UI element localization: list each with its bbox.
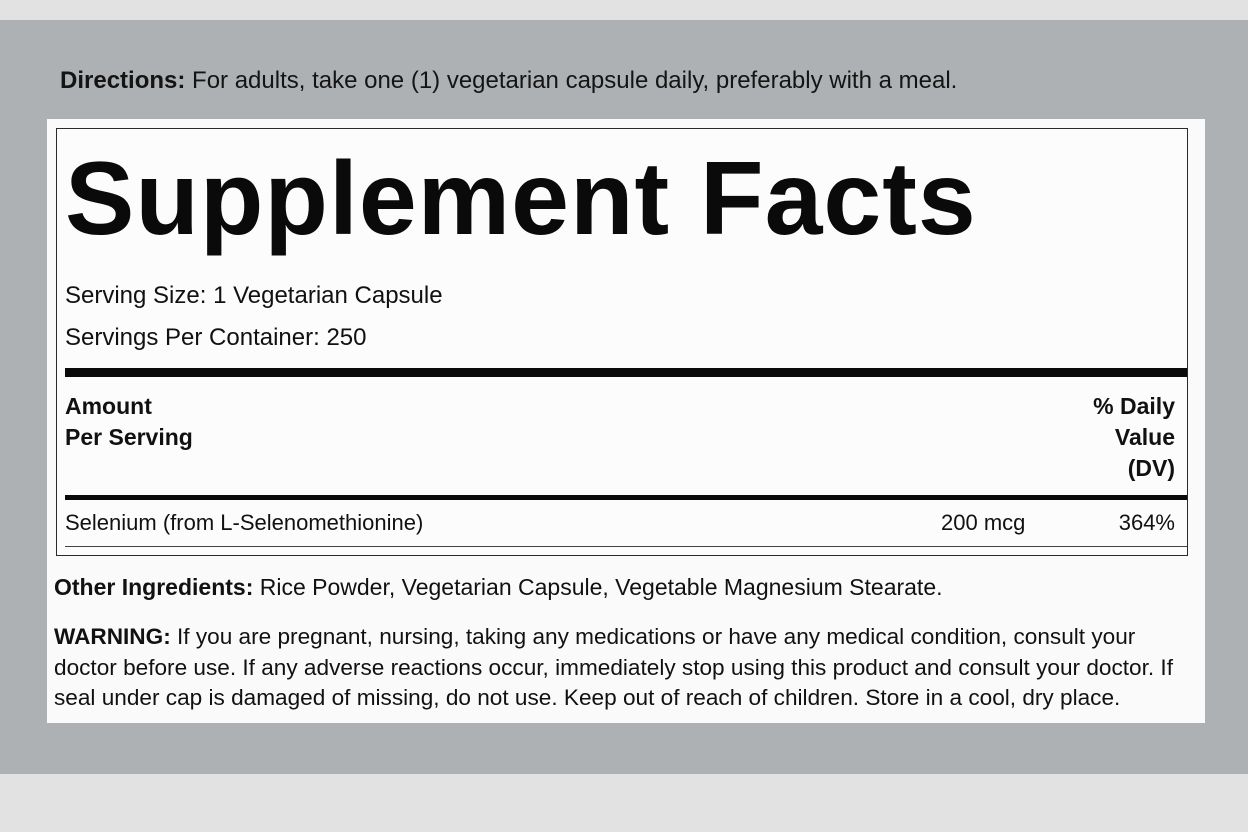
other-ingredients-label: Other Ingredients: <box>54 574 254 600</box>
directions-line <box>60 66 957 96</box>
dv-header-line2: Value <box>1114 424 1175 450</box>
servings-per-container: Servings Per Container: 250 <box>65 324 367 351</box>
serving-size: Serving Size: 1 Vegetarian Capsule <box>65 282 443 309</box>
thin-divider <box>65 546 1187 547</box>
nutrient-row <box>65 507 1175 539</box>
dv-header-line1: % Daily <box>1093 393 1175 419</box>
directions-text: For adults, take one (1) vegetarian capsule daily, preferably with a meal. <box>192 67 958 94</box>
directions-label: Directions: <box>60 67 186 94</box>
other-ingredients <box>54 572 1194 602</box>
nutrient-name: Selenium (from L-Selenomethionine) <box>65 510 424 535</box>
warning-paragraph <box>54 622 1200 714</box>
medium-divider <box>65 495 1187 500</box>
other-ingredients-text: Rice Powder, Vegetarian Capsule, Vegetable Magnesium Stearate. <box>259 574 943 600</box>
amount-header-line2: Per Serving <box>65 424 193 450</box>
amount-header-line1: Amount <box>65 393 152 419</box>
daily-value-header <box>1093 391 1175 484</box>
nutrient-daily-value: 364% <box>1118 510 1175 535</box>
supplement-facts-box <box>56 128 1188 556</box>
facts-title: Supplement Facts <box>65 141 977 257</box>
thick-divider <box>65 368 1187 377</box>
dv-header-line3: (DV) <box>1127 455 1175 481</box>
nutrient-amount: 200 mcg <box>941 510 1026 535</box>
amount-per-serving-header <box>65 391 193 453</box>
warning-text: If you are pregnant, nursing, taking any medications or have any medical condition, consult your doctor before use. If any adverse reactions occur, immediately stop using this product and consult your doctor. If seal under cap is damaged of missing, do not use. Keep out of reach of children. Store in a cool, dry place. <box>54 624 1173 710</box>
warning-label: WARNING: <box>54 624 171 649</box>
